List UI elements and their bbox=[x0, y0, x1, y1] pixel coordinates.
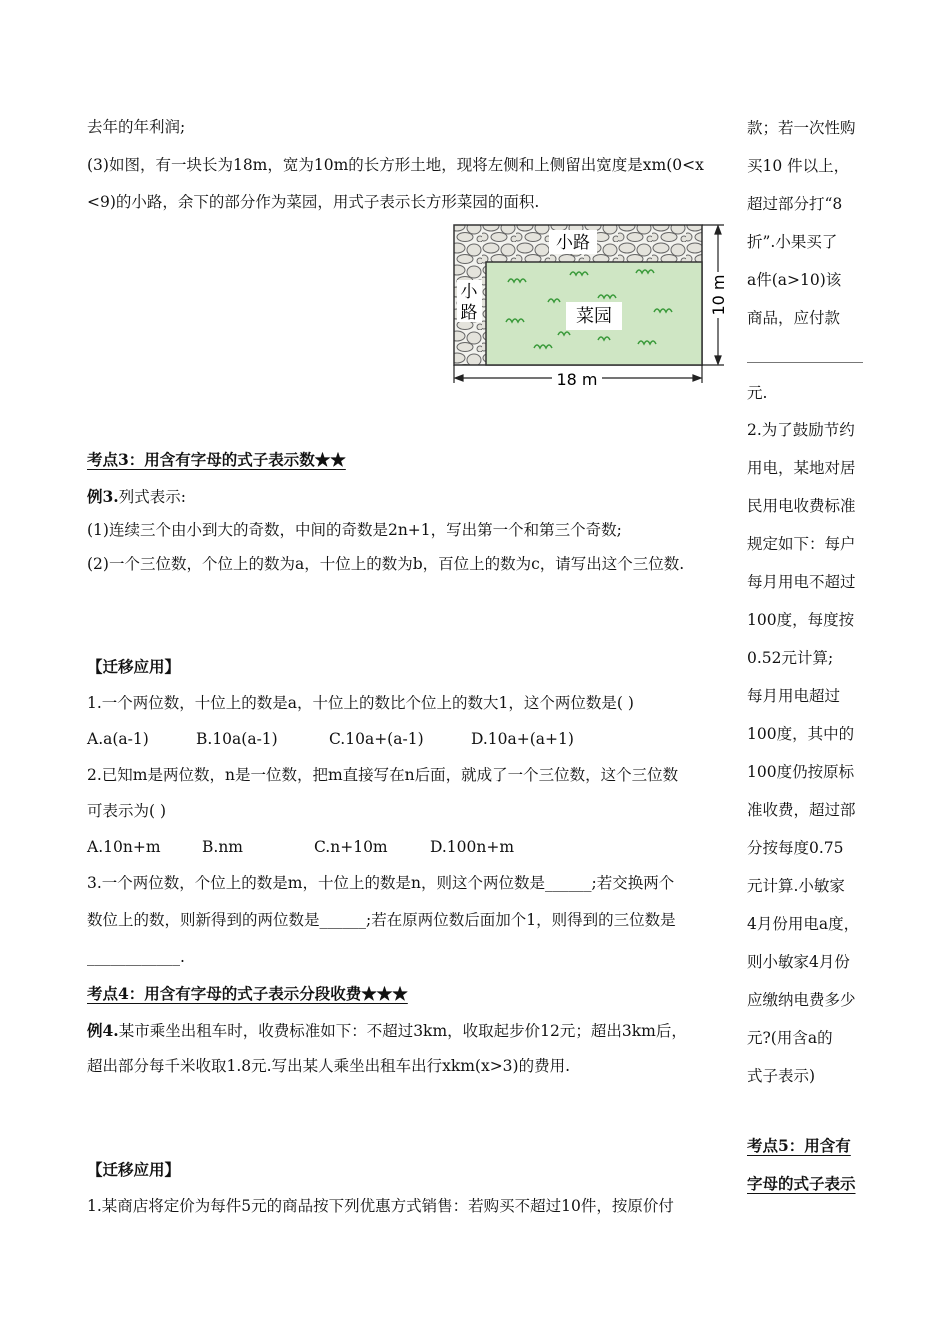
side-line: 折”.小果买了 bbox=[747, 233, 838, 251]
side-line: 每月用电超过 bbox=[747, 687, 841, 705]
question-2: 2.已知m是两位数，n是一位数，把m直接写在n后面，就成了一个三位数，这个三位数 bbox=[87, 766, 679, 784]
side-line: 则小敏家4月份 bbox=[747, 953, 850, 971]
subheading: 【迁移应用】 bbox=[87, 657, 181, 676]
subheading: 【迁移应用】 bbox=[87, 1160, 181, 1179]
side-line: 元计算.小敏家 bbox=[747, 877, 845, 895]
side-line: 用电，某地对居 bbox=[747, 459, 856, 477]
text-line: 超出部分每千米收取1.8元.写出某人乘坐出租车出行xkm(x>3)的费用. bbox=[87, 1057, 571, 1075]
example-4 bbox=[87, 1021, 687, 1041]
option-d: D.10a+(a+1) bbox=[471, 730, 574, 748]
side-line: 2.为了鼓励节约 bbox=[747, 421, 855, 439]
option-c: C.n+10m bbox=[314, 838, 388, 856]
side-line: 款；若一次性购 bbox=[747, 119, 856, 137]
text-line: 去年的年利润; bbox=[87, 118, 186, 136]
question-1: 1.一个两位数，十位上的数是a，十位上的数比个位上的数大1，这个两位数是( ) bbox=[87, 694, 634, 712]
side-line: 每月用电不超过 bbox=[747, 573, 856, 591]
example-3 bbox=[87, 487, 186, 507]
width-label: 18 m bbox=[556, 370, 598, 389]
side-line: 准收费，超过部 bbox=[747, 801, 856, 819]
side-line: 4月份用电a度， bbox=[747, 915, 860, 933]
road-top-label: 小路 bbox=[556, 233, 590, 253]
section-heading: 字母的式子表示 bbox=[747, 1174, 856, 1193]
side-line: 100度仍按原标 bbox=[747, 763, 855, 781]
example-text: 列式表示: bbox=[118, 488, 186, 506]
example-label: 例4. bbox=[87, 1021, 119, 1040]
option-a: A.10n+m bbox=[87, 838, 161, 856]
text-line: <9)的小路，余下的部分作为菜园，用式子表示长方形菜园的面积. bbox=[87, 193, 540, 211]
height-label: 10 m bbox=[709, 274, 728, 316]
question-3: 3.一个两位数，个位上的数是m，十位上的数是n，则这个两位数是______;若交换两个 bbox=[87, 874, 675, 892]
side-line: a件(a>10)该 bbox=[747, 271, 842, 289]
side-line: 元?(用含a的 bbox=[747, 1029, 833, 1047]
text-line: ____________. bbox=[87, 948, 185, 966]
option-a: A.a(a-1) bbox=[87, 730, 149, 748]
option-d: D.100n+m bbox=[430, 838, 515, 856]
side-line: 应缴纳电费多少 bbox=[747, 991, 856, 1009]
text-line: (3)如图，有一块长为18m，宽为10m的长方形土地，现将左侧和上侧留出宽度是xm(0<x bbox=[87, 156, 704, 174]
side-line: 元. bbox=[747, 384, 768, 402]
section-heading: 考点5：用含有 bbox=[747, 1136, 851, 1155]
example-label: 例3. bbox=[87, 487, 119, 506]
text-line: (1)连续三个由小到大的奇数，中间的奇数是2n+1，写出第一个和第三个奇数; bbox=[87, 521, 622, 539]
answer-blank bbox=[747, 362, 863, 363]
side-line: 民用电收费标准 bbox=[747, 497, 856, 515]
text-line: 可表示为( ) bbox=[87, 802, 167, 820]
option-b: B.10a(a-1) bbox=[196, 730, 278, 748]
option-b: B.nm bbox=[202, 838, 243, 856]
road-left-label: 小 bbox=[460, 282, 478, 302]
side-line: 100度，其中的 bbox=[747, 725, 855, 743]
garden-figure bbox=[448, 220, 738, 395]
example-text: 某市乘坐出租车时，收费标准如下：不超过3km，收取起步价12元；超出3km后， bbox=[118, 1022, 687, 1040]
text-line: (2)一个三位数，个位上的数为a，十位上的数为b，百位上的数为c，请写出这个三位数. bbox=[87, 555, 685, 573]
section-heading: 考点4：用含有字母的式子表示分段收费★★★ bbox=[87, 984, 408, 1003]
text-line: 1.某商店将定价为每件5元的商品按下列优惠方式销售：若购买不超过10件，按原价付 bbox=[87, 1197, 674, 1215]
side-line: 0.52元计算; bbox=[747, 649, 834, 667]
road-left-label: 路 bbox=[460, 303, 478, 323]
section-heading: 考点3：用含有字母的式子表示数★★ bbox=[87, 450, 346, 469]
option-c: C.10a+(a-1) bbox=[329, 730, 424, 748]
side-line: 分按每度0.75 bbox=[747, 839, 844, 857]
side-line: 规定如下：每户 bbox=[747, 535, 856, 553]
side-line: 式子表示) bbox=[747, 1067, 816, 1085]
side-line: 买10 件以上， bbox=[747, 157, 850, 175]
side-line: 超过部分打“8 bbox=[747, 195, 843, 213]
text-line: 数位上的数，则新得到的两位数是______;若在原两位数后面加个1，则得到的三位数是 bbox=[87, 911, 676, 929]
side-line: 100度，每度按 bbox=[747, 611, 855, 629]
side-line: 商品，应付款 bbox=[747, 309, 841, 327]
garden-label: 菜园 bbox=[576, 306, 612, 327]
